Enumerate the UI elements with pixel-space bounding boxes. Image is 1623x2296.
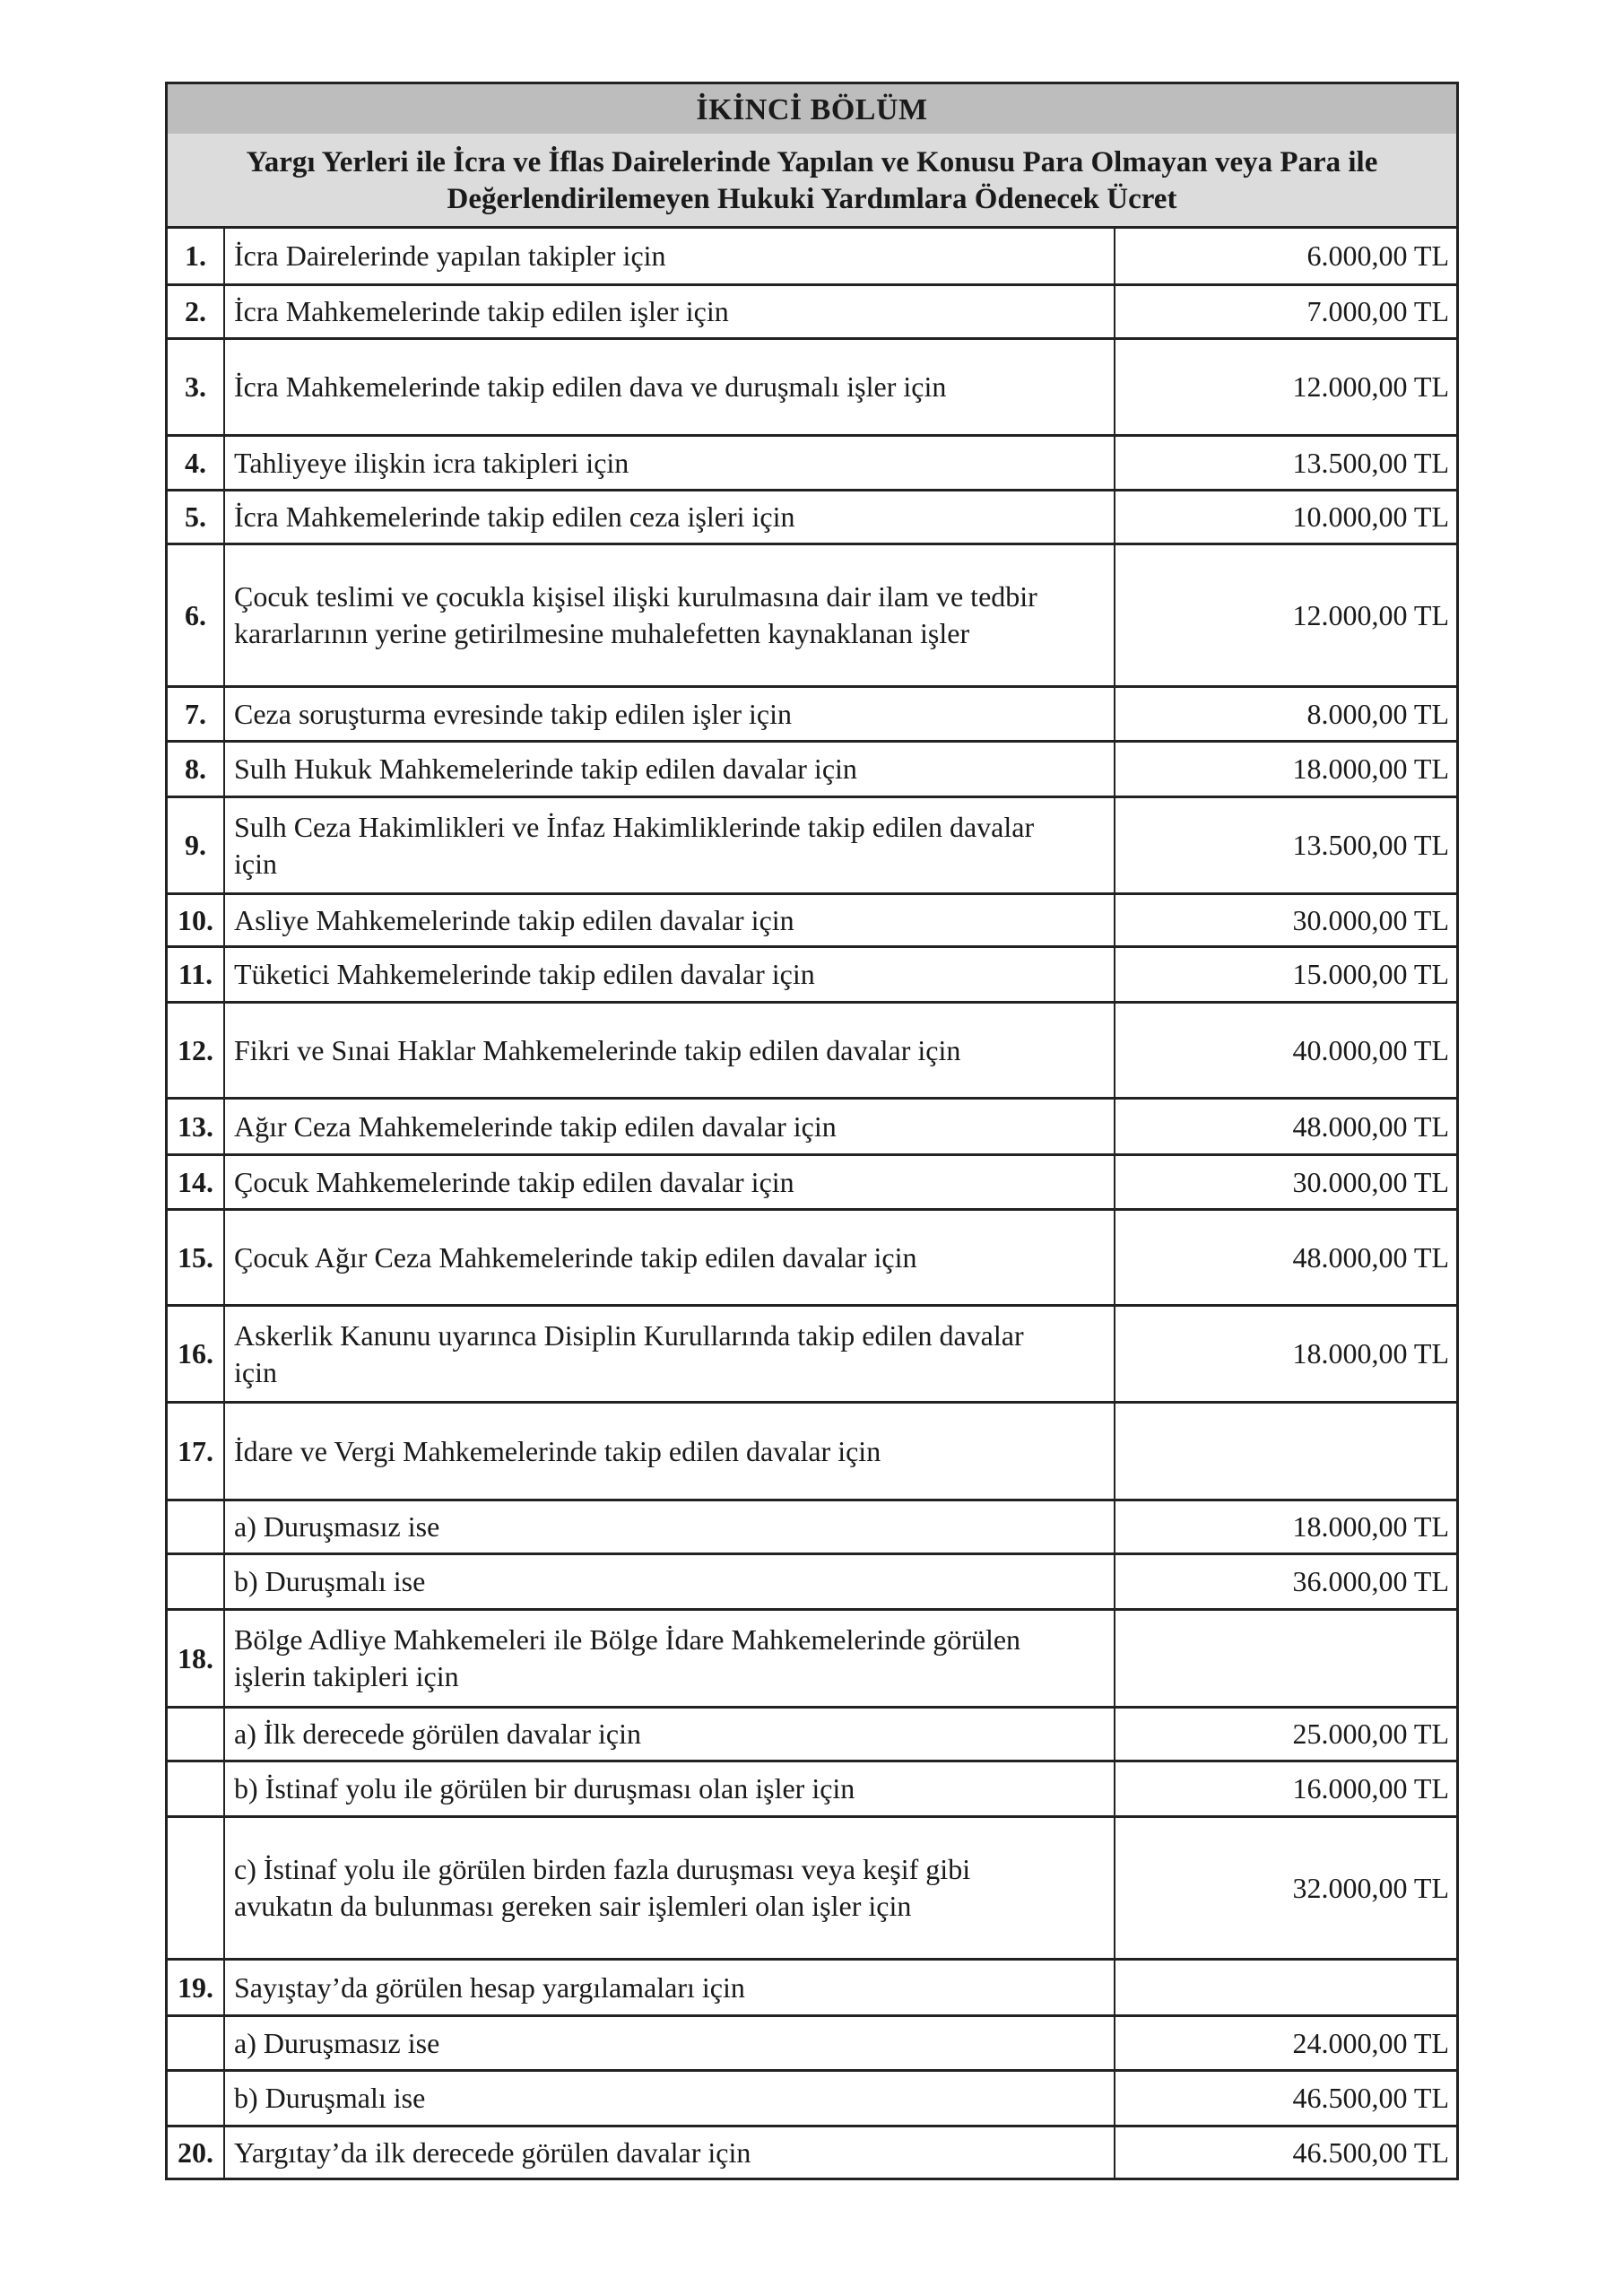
section-subtitle-line: Yargı Yerleri ile İcra ve İflas Dairelerinde Yapılan ve Konusu Para Olmayan veya Para ile	[246, 146, 1378, 178]
table-body	[165, 226, 1459, 2180]
row-fee	[1115, 1404, 1456, 1499]
row-fee: 46.500,00 TL	[1292, 2135, 1449, 2169]
table-row	[165, 1208, 1459, 1304]
table-row	[165, 796, 1459, 892]
row-fee: 25.000,00 TL	[1292, 1718, 1449, 1750]
section-title: İKİNCİ BÖLÜM	[168, 84, 1456, 134]
table-row	[165, 543, 1459, 685]
row-number: 10.	[168, 895, 225, 945]
description-line: Fikri ve Sınai Haklar Mahkemelerinde takip edilen davalar için	[234, 1033, 961, 1066]
description-line: İcra Mahkemelerinde takip edilen dava ve duruşmalı işler için	[234, 370, 947, 403]
table-row	[165, 283, 1459, 337]
row-fee: 12.000,00 TL	[1292, 370, 1449, 403]
row-number: 13.	[168, 1100, 225, 1153]
row-fee: 12.000,00 TL	[1292, 598, 1449, 631]
row-number	[168, 1818, 225, 1958]
row-number: 6.	[168, 545, 225, 685]
table-row	[165, 1608, 1459, 1706]
row-description	[225, 2017, 1115, 2069]
row-fee: 10.000,00 TL	[1292, 500, 1449, 533]
row-description	[225, 1555, 1115, 1608]
row-fee: 30.000,00 TL	[1292, 903, 1449, 936]
table-row	[165, 1001, 1459, 1097]
table-row	[165, 1304, 1459, 1401]
description-line: Sulh Hukuk Mahkemelerinde takip edilen davalar için	[234, 752, 857, 785]
row-fee: 18.000,00 TL	[1292, 752, 1449, 785]
section-subtitle-line: Değerlendirilemeyen Hukuki Yardımlara Ödenecek Ücret	[447, 183, 1177, 215]
description-line: Askerlik Kanunu uyarınca Disiplin Kurullarında takip edilen davalar	[234, 1318, 1024, 1352]
description-line: Yargıtay’da ilk derecede görülen davalar için	[234, 2135, 751, 2169]
row-fee: 13.500,00 TL	[1292, 446, 1449, 479]
row-fee	[1115, 1961, 1456, 2014]
table-row	[165, 685, 1459, 740]
table-row	[165, 1760, 1459, 1815]
description-line: avukatın da bulunması gereken sair işlemleri olan işler için	[234, 1890, 912, 1922]
table-header	[165, 82, 1459, 226]
row-number	[168, 1762, 225, 1815]
table-row	[165, 1499, 1459, 1552]
row-number: 17.	[168, 1404, 225, 1499]
description-line: Sayıştay’da görülen hesap yargılamaları için	[234, 1970, 745, 2004]
description-line: için	[234, 1355, 277, 1388]
row-description	[225, 286, 1115, 337]
description-line: Tahliyeye ilişkin icra takipleri için	[234, 446, 629, 479]
description-line: Çocuk Ağır Ceza Mahkemelerinde takip edilen davalar için	[234, 1240, 917, 1274]
fee-table	[165, 82, 1459, 2180]
row-description	[225, 545, 1115, 685]
row-description	[225, 1004, 1115, 1097]
description-line: işlerin takipleri için	[234, 1660, 459, 1692]
row-fee: 18.000,00 TL	[1292, 1337, 1449, 1370]
table-row	[165, 226, 1459, 283]
row-fee: 18.000,00 TL	[1292, 1510, 1449, 1543]
row-fee: 48.000,00 TL	[1292, 1109, 1449, 1143]
row-number: 12.	[168, 1004, 225, 1097]
row-description	[225, 1611, 1115, 1706]
row-fee: 16.000,00 TL	[1292, 1772, 1449, 1805]
description-line: İcra Dairelerinde yapılan takipler için	[234, 239, 666, 272]
row-description	[225, 1100, 1115, 1153]
table-row	[165, 1552, 1459, 1608]
row-description	[225, 1762, 1115, 1815]
row-description	[225, 948, 1115, 1001]
row-number	[168, 1555, 225, 1608]
row-description	[225, 1961, 1115, 2014]
description-line: Çocuk Mahkemelerinde takip edilen davalar için	[234, 1165, 794, 1198]
row-number: 18.	[168, 1611, 225, 1706]
description-line: İcra Mahkemelerinde takip edilen ceza işleri için	[234, 500, 795, 533]
table-row	[165, 892, 1459, 945]
row-number: 5.	[168, 491, 225, 543]
description-line: Çocuk teslimi ve çocukla kişisel ilişki kurulmasına dair ilam ve tedbir	[234, 580, 1037, 613]
table-row	[165, 1958, 1459, 2014]
row-number: 11.	[168, 948, 225, 1001]
table-row	[165, 1153, 1459, 1208]
row-number	[168, 1501, 225, 1552]
row-fee: 13.500,00 TL	[1292, 829, 1449, 861]
description-line: a) Duruşmasız ise	[234, 2026, 440, 2059]
row-fee	[1115, 1611, 1456, 1706]
description-line: kararlarının yerine getirilmesine muhalefetten kaynaklanan işler	[234, 617, 970, 649]
row-number	[168, 2072, 225, 2125]
row-fee: 7.000,00 TL	[1306, 295, 1449, 327]
description-line: için	[234, 847, 277, 880]
table-row	[165, 740, 1459, 796]
row-fee: 32.000,00 TL	[1292, 1871, 1449, 1904]
table-row	[165, 1097, 1459, 1153]
row-description	[225, 340, 1115, 434]
row-fee: 36.000,00 TL	[1292, 1565, 1449, 1597]
row-fee: 46.500,00 TL	[1292, 2082, 1449, 2114]
row-description	[225, 1501, 1115, 1552]
description-line: Asliye Mahkemelerinde takip edilen davalar için	[234, 903, 794, 936]
row-description	[225, 798, 1115, 892]
table-row	[165, 337, 1459, 434]
row-description	[225, 1307, 1115, 1401]
row-number: 14.	[168, 1156, 225, 1208]
row-fee: 24.000,00 TL	[1292, 2026, 1449, 2059]
row-fee: 48.000,00 TL	[1292, 1240, 1449, 1274]
description-line: a) İlk derecede görülen davalar için	[234, 1718, 641, 1750]
description-line: Ağır Ceza Mahkemelerinde takip edilen davalar için	[234, 1109, 837, 1143]
table-row	[165, 2014, 1459, 2069]
row-number: 3.	[168, 340, 225, 434]
row-fee: 6.000,00 TL	[1306, 239, 1449, 272]
row-description	[225, 743, 1115, 796]
row-fee: 30.000,00 TL	[1292, 1165, 1449, 1198]
row-description	[225, 437, 1115, 489]
row-description	[225, 491, 1115, 543]
table-row	[165, 945, 1459, 1001]
row-description	[225, 1211, 1115, 1304]
description-line: Tüketici Mahkemelerinde takip edilen davalar için	[234, 958, 815, 990]
section-subtitle	[168, 134, 1456, 226]
row-number: 9.	[168, 798, 225, 892]
row-number: 16.	[168, 1307, 225, 1401]
row-number: 7.	[168, 688, 225, 740]
row-number: 19.	[168, 1961, 225, 2014]
row-number: 20.	[168, 2127, 225, 2178]
description-line: c) İstinaf yolu ile görülen birden fazla duruşması veya keşif gibi	[234, 1853, 971, 1885]
row-number	[168, 1709, 225, 1760]
row-number: 1.	[168, 229, 225, 283]
description-line: Ceza soruşturma evresinde takip edilen işler için	[234, 697, 793, 730]
description-line: a) Duruşmasız ise	[234, 1510, 440, 1543]
description-line: Bölge Adliye Mahkemeleri ile Bölge İdare Mahkemelerinde görülen	[234, 1623, 1021, 1656]
table-row	[165, 1706, 1459, 1760]
row-description	[225, 1404, 1115, 1499]
row-description	[225, 1156, 1115, 1208]
description-line: b) İstinaf yolu ile görülen bir duruşması olan işler için	[234, 1772, 855, 1805]
row-fee: 8.000,00 TL	[1306, 697, 1449, 730]
description-line: b) Duruşmalı ise	[234, 2082, 426, 2114]
row-number: 4.	[168, 437, 225, 489]
description-line: Sulh Ceza Hakimlikleri ve İnfaz Hakimliklerinde takip edilen davalar	[234, 810, 1035, 843]
table-row	[165, 1401, 1459, 1499]
row-description	[225, 229, 1115, 283]
table-row	[165, 2125, 1459, 2180]
row-description	[225, 2127, 1115, 2178]
row-number: 2.	[168, 286, 225, 337]
row-fee: 15.000,00 TL	[1292, 958, 1449, 990]
description-line: İdare ve Vergi Mahkemelerinde takip edilen davalar için	[234, 1434, 881, 1467]
table-row	[165, 2069, 1459, 2125]
table-row	[165, 489, 1459, 543]
row-fee: 40.000,00 TL	[1292, 1033, 1449, 1066]
row-description	[225, 2072, 1115, 2125]
table-row	[165, 434, 1459, 489]
row-number: 15.	[168, 1211, 225, 1304]
row-description	[225, 1818, 1115, 1958]
row-description	[225, 1709, 1115, 1760]
description-line: İcra Mahkemelerinde takip edilen işler için	[234, 295, 729, 327]
row-number: 8.	[168, 743, 225, 796]
row-description	[225, 895, 1115, 945]
row-description	[225, 688, 1115, 740]
table-row	[165, 1815, 1459, 1958]
row-number	[168, 2017, 225, 2069]
description-line: b) Duruşmalı ise	[234, 1565, 426, 1597]
